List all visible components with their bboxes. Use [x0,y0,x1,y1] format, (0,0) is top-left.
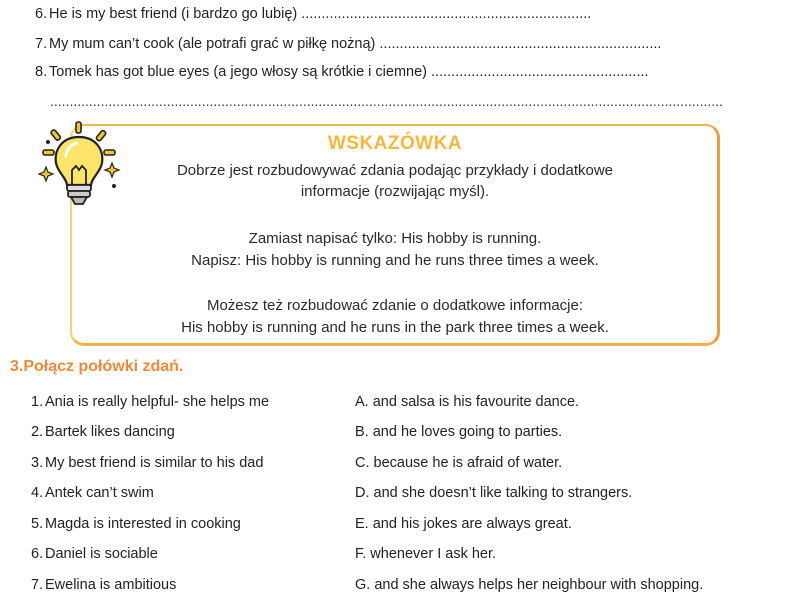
match-left-item [31,485,154,501]
match-left-item [31,577,176,593]
match-left-item [31,516,241,532]
tip-text-line: Zamiast napisać tylko: His hobby is running. [248,230,542,247]
item-text: My best friend is similar to his dad [45,455,264,471]
item-text: He is my best friend (i bardzo go lubię) ........................................................................ [49,6,592,22]
item-number: 7. [35,36,48,52]
section-title: 3.Połącz połówki zdań. [10,358,184,375]
item-text: Magda is interested in cooking [45,516,241,532]
item-number: 7. [31,577,44,593]
match-right-item: G. and she always helps her neighbour with shopping. [355,577,704,593]
item-number: 3. [31,455,44,471]
exercise-line-8 [35,64,649,80]
item-number: 4. [31,485,44,501]
match-left-item [31,394,269,410]
match-right-item: D. and she doesn’t like talking to strangers. [355,485,633,501]
match-left-item [31,455,263,471]
tip-text-line: Dobrze jest rozbudowywać zdania podając przykłady i dodatkowe [176,162,614,179]
match-right-item: E. and his jokes are always great. [355,516,572,532]
match-right-item: C. because he is afraid of water. [355,455,563,471]
item-number: 6. [31,546,44,562]
item-text: Ewelina is ambitious [45,577,177,593]
match-right-item: A. and salsa is his favourite dance. [355,394,580,410]
match-right-item: B. and he loves going to parties. [355,424,563,440]
match-left-item [31,546,158,562]
exercise-line-7 [35,36,661,52]
tip-text-line: informacje (rozwijając myśl). [300,183,490,200]
item-text: My mum can’t cook (ale potrafi grać w piłkę nożną) ...................................................................... [49,36,662,52]
item-text: Tomek has got blue eyes (a jego włosy są krótkie i ciemne) ...................................................... [49,64,649,80]
item-text: Daniel is sociable [45,546,158,562]
tip-title: WSKAZÓWKA [327,133,463,154]
tip-text-line: Napisz: His hobby is running and he runs three times a week. [191,252,599,269]
match-left-item [31,424,175,440]
item-text: Bartek likes dancing [45,424,175,440]
tip-text-line: His hobby is running and he runs in the park three times a week. [181,319,609,336]
item-number: 1. [31,394,44,410]
item-text: Ania is really helpful- she helps me [45,394,270,410]
tip-text-line: Możesz też rozbudować zdanie o dodatkowe informacje: [206,297,584,314]
item-number: 5. [31,516,44,532]
item-text: Antek can’t swim [45,485,154,501]
exercise-line-6 [35,6,591,22]
item-number: 8. [35,64,48,80]
item-number: 2. [31,424,44,440]
item-number: 6. [35,6,48,22]
answer-dotted-line: ............................................................................................................................................................................. [50,93,723,109]
match-right-item: F. whenever I ask her. [355,546,497,562]
